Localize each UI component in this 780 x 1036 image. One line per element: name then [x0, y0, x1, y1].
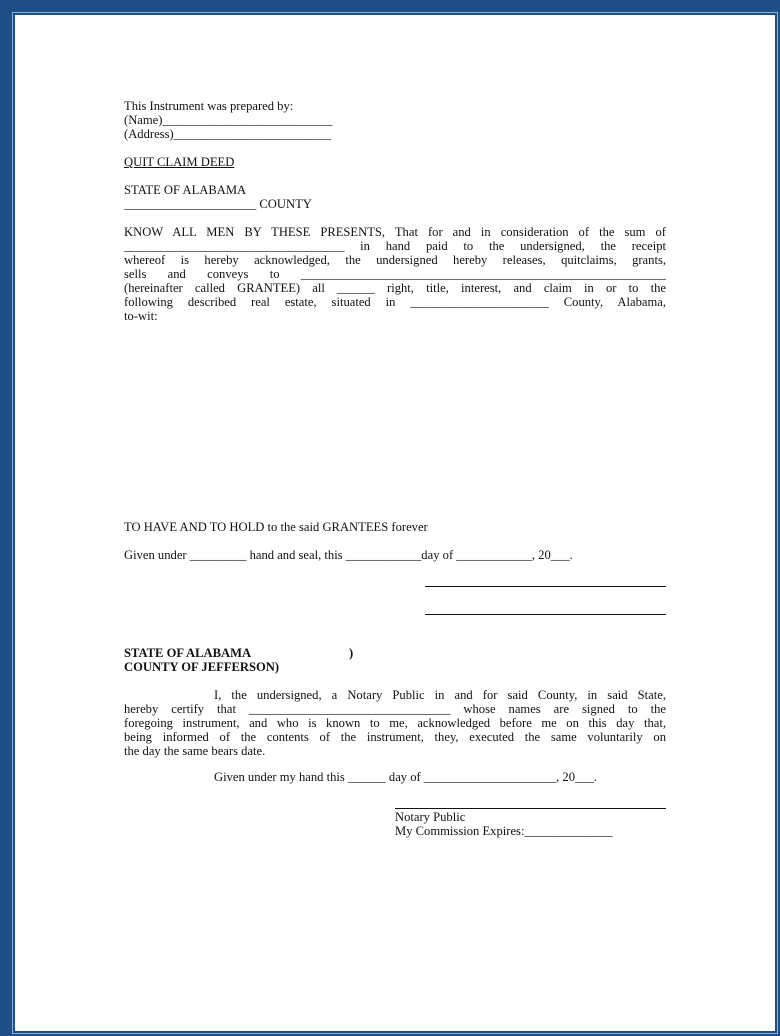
document-page [15, 15, 775, 1031]
body-line-5: (hereinafter called GRANTEE) all ______ right, title, interest, and claim in or to the [124, 281, 666, 295]
notary-county-label: COUNTY OF JEFFERSON) [124, 660, 280, 674]
grantor-signature-line-1 [425, 586, 666, 587]
certificate-line-2: hereby certify that ________________________________ whose names are signed to the [124, 702, 666, 716]
given-under-line: Given under _________ hand and seal, this ____________day of ____________, 20___. [124, 548, 573, 562]
notary-state-label: STATE OF ALABAMA [124, 646, 252, 660]
state-label: STATE OF ALABAMA [124, 183, 247, 197]
habendum-clause: TO HAVE AND TO HOLD to the said GRANTEES forever [124, 520, 428, 534]
notary-given-line: Given under my hand this ______ day of _____________________, 20___. [214, 770, 598, 784]
county-line: _____________________ COUNTY [124, 197, 312, 211]
certificate-line-4: being informed of the contents of the instrument, they, executed the same voluntarily on [124, 730, 666, 744]
prepared-by-name-line: (Name)___________________________ [124, 113, 333, 127]
body-line-6: following described real estate, situated in ______________________ County, Alabama, [124, 295, 666, 309]
certificate-line-1: I, the undersigned, a Notary Public in and for said County, in said State, [214, 688, 666, 702]
body-line-2: ___________________________________ in hand paid to the undersigned, the receipt [124, 239, 666, 253]
certificate-line-3: foregoing instrument, and who is known to me, acknowledged before me on this day that, [124, 716, 666, 730]
notary-public-label: Notary Public [395, 810, 466, 824]
notary-signature-line [395, 808, 666, 809]
commission-expires-line: My Commission Expires:______________ [395, 824, 613, 838]
body-line-4: sells and conveys to __________________________________________________________ [124, 267, 666, 281]
grantor-signature-line-2 [425, 614, 666, 615]
body-line-3: whereof is hereby acknowledged, the undersigned hereby releases, quitclaims, grants, [124, 253, 666, 267]
prepared-by-address-line: (Address)_________________________ [124, 127, 332, 141]
prepared-by-heading: This Instrument was prepared by: [124, 99, 294, 113]
body-line-1: KNOW ALL MEN BY THESE PRESENTS, That for and in consideration of the sum of [124, 225, 666, 239]
document-title: QUIT CLAIM DEED [124, 155, 235, 169]
notary-state-paren: ) [349, 646, 354, 660]
body-line-7: to-wit: [124, 309, 158, 323]
certificate-line-5: the day the same bears date. [124, 744, 266, 758]
